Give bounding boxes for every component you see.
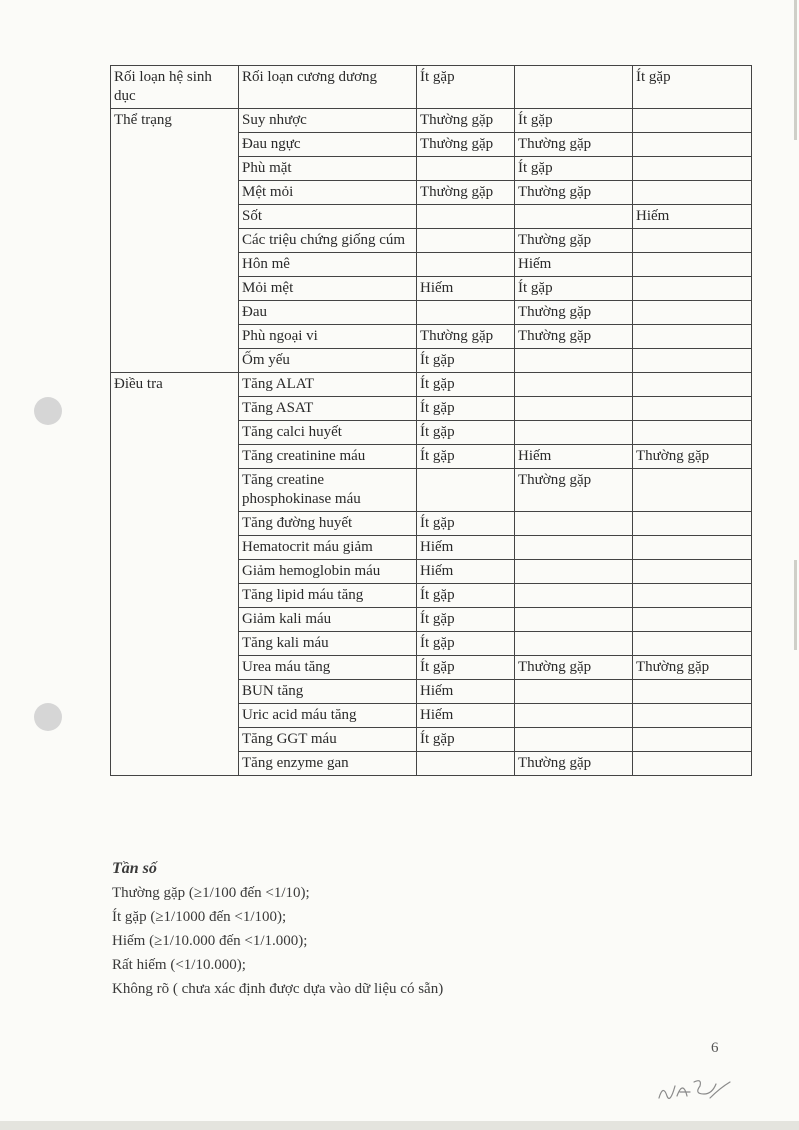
frequency-cell: Hiếm	[515, 253, 633, 277]
effect-cell: Suy nhược	[239, 109, 417, 133]
organ-group-cell: Thể trạng	[111, 109, 239, 373]
frequency-cell: Hiếm	[417, 560, 515, 584]
effect-cell: Mỏi mệt	[239, 277, 417, 301]
frequency-cell	[515, 536, 633, 560]
effect-cell: Đau	[239, 301, 417, 325]
effect-cell: Các triệu chứng giống cúm	[239, 229, 417, 253]
frequency-legend	[112, 857, 443, 1001]
frequency-cell: Thường gặp	[515, 325, 633, 349]
frequency-cell: Thường gặp	[417, 133, 515, 157]
effect-cell: Giảm kali máu	[239, 608, 417, 632]
frequency-cell: Thường gặp	[515, 133, 633, 157]
frequency-cell: Ít gặp	[633, 66, 752, 109]
frequency-cell: Ít gặp	[417, 373, 515, 397]
frequency-cell	[515, 704, 633, 728]
frequency-cell	[633, 469, 752, 512]
frequency-cell	[515, 66, 633, 109]
adverse-effects-table-body	[111, 66, 752, 776]
frequency-cell	[515, 632, 633, 656]
frequency-cell	[515, 512, 633, 536]
frequency-cell	[633, 277, 752, 301]
effect-cell: Tăng enzyme gan	[239, 752, 417, 776]
frequency-cell: Hiếm	[633, 205, 752, 229]
frequency-cell	[633, 397, 752, 421]
effect-cell: Tăng GGT máu	[239, 728, 417, 752]
frequency-cell: Thường gặp	[633, 445, 752, 469]
frequency-cell	[633, 584, 752, 608]
effect-cell: Tăng calci huyết	[239, 421, 417, 445]
frequency-cell: Thường gặp	[417, 325, 515, 349]
effect-cell: Tăng creatinine máu	[239, 445, 417, 469]
frequency-cell	[515, 680, 633, 704]
frequency-cell: Thường gặp	[633, 656, 752, 680]
frequency-cell	[633, 752, 752, 776]
frequency-cell	[633, 608, 752, 632]
frequency-cell	[633, 349, 752, 373]
effect-cell: Tăng ASAT	[239, 397, 417, 421]
frequency-cell	[515, 205, 633, 229]
frequency-cell	[633, 536, 752, 560]
frequency-cell	[633, 373, 752, 397]
effect-cell: Ốm yếu	[239, 349, 417, 373]
frequency-cell	[515, 397, 633, 421]
frequency-cell: Ít gặp	[417, 728, 515, 752]
frequency-cell: Ít gặp	[417, 397, 515, 421]
frequency-cell: Ít gặp	[515, 277, 633, 301]
frequency-cell: Ít gặp	[417, 66, 515, 109]
frequency-cell: Thường gặp	[515, 229, 633, 253]
frequency-cell: Ít gặp	[417, 584, 515, 608]
page-number: 6	[711, 1040, 719, 1056]
frequency-cell	[515, 728, 633, 752]
frequency-cell	[633, 728, 752, 752]
frequency-cell: Ít gặp	[515, 109, 633, 133]
frequency-cell: Ít gặp	[417, 512, 515, 536]
frequency-cell	[633, 253, 752, 277]
frequency-cell	[515, 349, 633, 373]
frequency-cell: Hiếm	[417, 680, 515, 704]
page-side-shadow	[794, 560, 797, 650]
effect-cell: Đau ngực	[239, 133, 417, 157]
frequency-cell	[633, 421, 752, 445]
frequency-cell: Hiếm	[417, 536, 515, 560]
frequency-cell: Thường gặp	[515, 656, 633, 680]
frequency-cell	[633, 704, 752, 728]
frequency-cell	[633, 181, 752, 205]
frequency-cell: Thường gặp	[417, 109, 515, 133]
effect-cell: Mệt mỏi	[239, 181, 417, 205]
frequency-cell	[417, 205, 515, 229]
frequency-cell: Hiếm	[515, 445, 633, 469]
frequency-cell: Hiếm	[417, 277, 515, 301]
frequency-cell	[633, 229, 752, 253]
effect-cell: Tăng creatine phosphokinase máu	[239, 469, 417, 512]
effect-cell: Uric acid máu tăng	[239, 704, 417, 728]
legend-item: Rất hiếm (<1/10.000);	[112, 957, 246, 973]
frequency-cell: Ít gặp	[417, 656, 515, 680]
frequency-cell: Thường gặp	[515, 181, 633, 205]
frequency-cell	[633, 325, 752, 349]
frequency-cell	[633, 680, 752, 704]
table-row	[111, 373, 752, 397]
organ-group-cell: Điều tra	[111, 373, 239, 776]
legend-title: Tần số	[112, 860, 157, 877]
frequency-cell: Ít gặp	[417, 421, 515, 445]
page-side-shadow	[794, 0, 797, 140]
effect-cell: Phù mặt	[239, 157, 417, 181]
effect-cell: BUN tăng	[239, 680, 417, 704]
frequency-cell	[417, 157, 515, 181]
frequency-cell: Hiếm	[417, 704, 515, 728]
frequency-cell: Ít gặp	[417, 632, 515, 656]
legend-item: Hiếm (≥1/10.000 đến <1/1.000);	[112, 933, 308, 949]
binder-hole	[34, 397, 62, 425]
frequency-cell	[633, 512, 752, 536]
frequency-cell: Thường gặp	[417, 181, 515, 205]
frequency-cell	[417, 253, 515, 277]
frequency-cell: Thường gặp	[515, 752, 633, 776]
effect-cell: Giảm hemoglobin máu	[239, 560, 417, 584]
table-row	[111, 66, 752, 109]
frequency-cell	[417, 752, 515, 776]
table-row	[111, 109, 752, 133]
frequency-cell: Ít gặp	[515, 157, 633, 181]
frequency-cell	[633, 301, 752, 325]
frequency-cell	[515, 373, 633, 397]
frequency-cell	[417, 469, 515, 512]
frequency-cell	[633, 133, 752, 157]
frequency-cell: Ít gặp	[417, 349, 515, 373]
frequency-cell: Thường gặp	[515, 301, 633, 325]
effect-cell: Urea máu tăng	[239, 656, 417, 680]
frequency-cell	[515, 560, 633, 584]
frequency-cell	[633, 632, 752, 656]
effect-cell: Tăng đường huyết	[239, 512, 417, 536]
frequency-cell	[633, 157, 752, 181]
frequency-cell: Ít gặp	[417, 445, 515, 469]
handwritten-initials	[655, 1068, 735, 1108]
legend-item: Không rõ ( chưa xác định được dựa vào dữ liệu có sẵn)	[112, 981, 444, 997]
adverse-effects-table	[110, 65, 752, 776]
effect-cell: Sốt	[239, 205, 417, 229]
frequency-cell	[417, 301, 515, 325]
effect-cell: Tăng ALAT	[239, 373, 417, 397]
legend-item: Thường gặp (≥1/100 đến <1/10);	[112, 885, 310, 901]
organ-group-cell: Rối loạn hệ sinh dục	[111, 66, 239, 109]
frequency-cell	[515, 608, 633, 632]
effect-cell: Hôn mê	[239, 253, 417, 277]
effect-cell: Rối loạn cương dương	[239, 66, 417, 109]
frequency-cell: Thường gặp	[515, 469, 633, 512]
frequency-cell	[633, 109, 752, 133]
effect-cell: Phù ngoại vi	[239, 325, 417, 349]
effect-cell: Hematocrit máu giảm	[239, 536, 417, 560]
effect-cell: Tăng lipid máu tăng	[239, 584, 417, 608]
binder-hole	[34, 703, 62, 731]
legend-item: Ít gặp (≥1/1000 đến <1/100);	[112, 909, 287, 925]
frequency-cell: Ít gặp	[417, 608, 515, 632]
effect-cell: Tăng kali máu	[239, 632, 417, 656]
frequency-cell	[515, 584, 633, 608]
frequency-cell	[417, 229, 515, 253]
page-bottom-edge	[0, 1121, 799, 1130]
frequency-cell	[515, 421, 633, 445]
frequency-cell	[633, 560, 752, 584]
